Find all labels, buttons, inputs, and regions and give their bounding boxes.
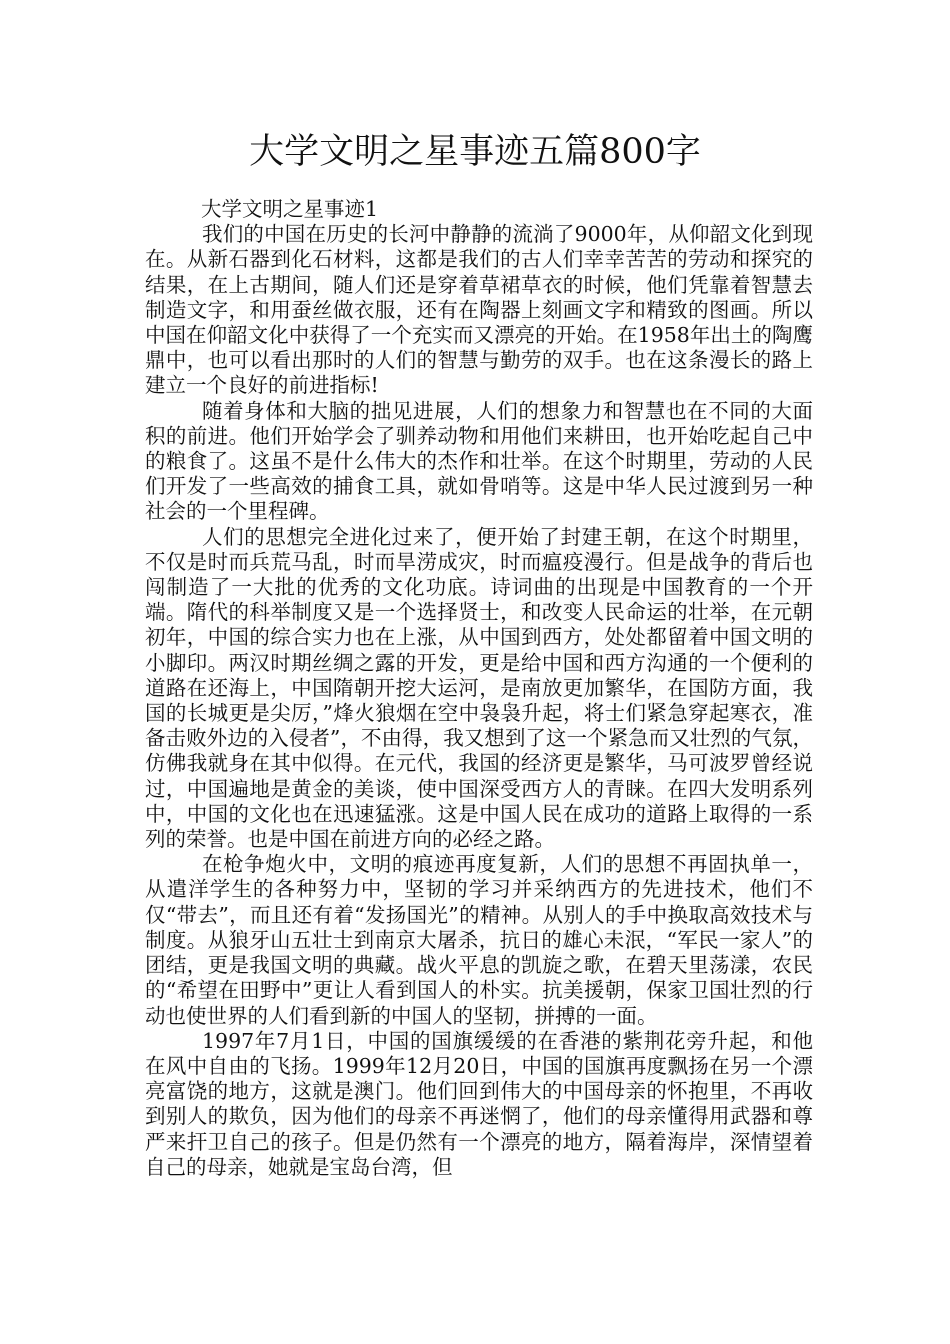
document-title: 大学文明之星事迹五篇800字 <box>249 132 701 172</box>
section-heading: 大学文明之星事迹1 <box>201 197 379 221</box>
paragraph-1: 我们的中国在历史的长河中静静的流淌了9000年，从仰韶文化到现在。从新石器到化石材料，这都是我们的古人们幸幸苦苦的劳动和探究的结果，在上古期间，随人们还是穿着草裙草衣的时候，他们凭靠着智慧去制造文字，和用蚕丝做衣服，还有在陶器上刻画文字和精致的图画。所以中国在仰韶文化中获得了一个充实而又漂亮的开始。在1958年出土的陶鹰鼎中，也可以看出那时的人们的智慧与勤劳的双手。也在这条漫长的路上建立一个良好的前进指标! <box>145 222 813 398</box>
document-body <box>145 197 813 1180</box>
paragraph-5: 1997年7月1日，中国的国旗缓缓的在香港的紫荆花旁升起，和他在风中自由的飞扬。1999年12月20日，中国的国旗再度飘扬在另一个漂亮富饶的地方，这就是澳门。他们回到伟大的中国母亲的怀抱里，不再收到别人的欺负，因为他们的母亲不再迷惘了，他们的母亲懂得用武器和尊严来扞卫自己的孩子。但是仍然有一个漂亮的地方，隔着海岸，深情望着自己的母亲，她就是宝岛台湾，但 <box>145 1028 813 1179</box>
paragraph-3: 人们的思想完全进化过来了，便开始了封建王朝，在这个时期里，不仅是时而兵荒马乱，时而旱涝成灾，时而瘟疫漫行。但是战争的背后也闯制造了一大批的优秀的文化功底。诗词曲的出现是中国教育的一个开端。隋代的科举制度又是一个选择贤士，和改变人民命运的壮举，在元朝初年，中国的综合实力也在上涨，从中国到西方，处处都留着中国文明的小脚印。两汉时期丝绸之露的开发，更是给中国和西方沟通的一个便利的道路在还海上，中国隋朝开挖大运河，是南放更加繁华，在国防方面，我国的长城更是尖厉，”烽火狼烟在空中袅袅升起，将士们紧急穿起寒衣，准备击败外边的入侵者”，不由得，我又想到了这一个紧急而又壮烈的气氛，仿佛我就身在其中似得。在元代，我国的经济更是繁华，马可波罗曾经说过，中国遍地是黄金的美谈，使中国深受西方人的青睐。在四大发明系列中，中国的文化也在迅速猛涨。这是中国人民在成功的道路上取得的一系列的荣誉。也是中国在前进方向的必经之路。 <box>145 524 813 852</box>
paragraph-2: 随着身体和大脑的拙见进展，人们的想象力和智慧也在不同的大面积的前进。他们开始学会了驯养动物和用他们来耕田，也开始吃起自己中的粮食了。这虽不是什么伟大的杰作和壮举。在这个时期里，劳动的人民们开发了一些高效的捕食工具，就如骨哨等。这是中华人民过渡到另一种社会的一个里程碑。 <box>145 398 813 524</box>
paragraph-4: 在枪争炮火中，文明的痕迹再度复新，人们的思想不再固执单一，从遣洋学生的各种努力中，坚韧的学习并采纳西方的先进技术，他们不仅“带去”，而且还有着“发扬国光”的精神。从别人的手中换取高效技术与制度。从狼牙山五壮士到南京大屠杀，抗日的雄心未泯，“军民一家人”的团结，更是我国文明的典藏。战火平息的凯旋之歌，在碧天里荡漾，农民的“希望在田野中”更让人看到国人的朴实。抗美援朝，保家卫国壮烈的行动也使世界的人们看到新的中国人的坚韧，拼搏的一面。 <box>145 852 813 1028</box>
